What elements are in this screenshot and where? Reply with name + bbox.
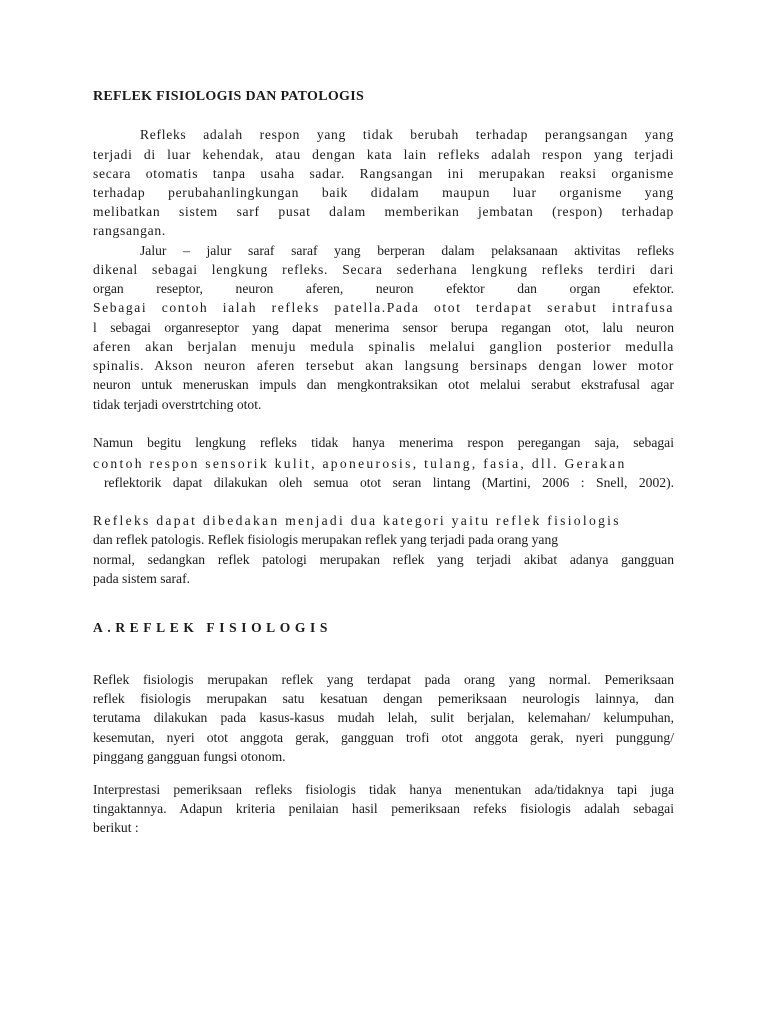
paragraph-line: rangsangan. (93, 223, 167, 238)
paragraph-line: dikenal sebagai lengkung refleks. Secara sederhana lengkung refleks terdiri dari (93, 262, 674, 277)
paragraph-line: terhadap perubahanlingkungan baik didalam maupun luar organisme yang (93, 185, 674, 200)
paragraph-line: aferen akan berjalan menuju medula spinalis melalui ganglion posterior medulla (93, 339, 674, 354)
paragraph-line: tingaktannya. Adapun kriteria penilaian hasil pemeriksaan refeks fisiologis adalah sebagai (93, 801, 674, 816)
document-title: REFLEK FISIOLOGIS DAN PATOLOGIS (93, 89, 365, 104)
paragraph-line: neuron untuk meneruskan impuls dan mengkontraksikan otot melalui serabut ekstrafusal agar (93, 377, 674, 392)
paragraph-line: pinggang gangguan fungsi otonom. (93, 749, 286, 764)
paragraph-line: organ reseptor, neuron aferen, neuron efektor dan organ efektor. (93, 281, 674, 296)
paragraph-line: pada sistem saraf. (93, 571, 191, 586)
paragraph-line: Sebagai contoh ialah refleks patella.Pada otot terdapat serabut intrafusa (93, 300, 674, 315)
paragraph-line: dan reflek patologis. Reflek fisiologis merupakan reflek yang terjadi pada orang yang (93, 532, 559, 547)
paragraph-line: Namun begitu lengkung refleks tidak hanya menerima respon peregangan saja, sebagai (93, 435, 674, 450)
paragraph-line: Jalur – jalur saraf saraf yang berperan dalam pelaksanaan aktivitas refleks (140, 243, 674, 258)
section-heading: A.REFLEK FISIOLOGIS (93, 620, 332, 635)
paragraph-line: normal, sedangkan reflek patologi merupakan reflek yang terjadi akibat adanya gangguan (93, 552, 674, 567)
paragraph-line: Refleks dapat dibedakan menjadi dua kategori yaitu reflek fisiologis (93, 513, 621, 528)
paragraph-line: reflek fisiologis merupakan satu kesatuan dengan pemeriksaan neurologis lainnya, dan (93, 691, 674, 706)
paragraph-line: tidak terjadi overstrtching otot. (93, 397, 262, 412)
paragraph-line: terutama dilakukan pada kasus-kasus mudah lelah, sulit berjalan, kelemahan/ kelumpuhan, (93, 710, 674, 725)
paragraph-line: terjadi di luar kehendak, atau dengan kata lain refleks adalah respon yang terjadi (93, 147, 674, 162)
paragraph-line: Reflek fisiologis merupakan reflek yang terdapat pada orang yang normal. Pemeriksaan (93, 672, 674, 687)
paragraph-line: Interprestasi pemeriksaan refleks fisiologis tidak hanya menentukan ada/tidaknya tapi juga (93, 782, 674, 797)
paragraph-line: melibatkan sistem sarf pusat dalam memberikan jembatan (respon) terhadap (93, 204, 674, 219)
paragraph-line: l sebagai organreseptor yang dapat menerima sensor berupa regangan otot, lalu neuron (93, 320, 674, 335)
paragraph-line: secara otomatis tanpa usaha sadar. Rangsangan ini merupakan reaksi organisme (93, 166, 674, 181)
paragraph-line: spinalis. Akson neuron aferen tersebut akan langsung bersinaps dengan lower motor (93, 358, 674, 373)
paragraph-line: contoh respon sensorik kulit, aponeurosis, tulang, fasia, dll. Gerakan (93, 456, 627, 471)
paragraph-line: reflektorik dapat dilakukan oleh semua otot seran lintang (Martini, 2006 : Snell, 2002). (104, 475, 674, 490)
paragraph-line: Refleks adalah respon yang tidak berubah terhadap perangsangan yang (140, 127, 674, 142)
paragraph-line: berikut : (93, 820, 139, 835)
paragraph-line: kesemutan, nyeri otot anggota gerak, gangguan trofi otot anggota gerak, nyeri punggung/ (93, 730, 674, 745)
